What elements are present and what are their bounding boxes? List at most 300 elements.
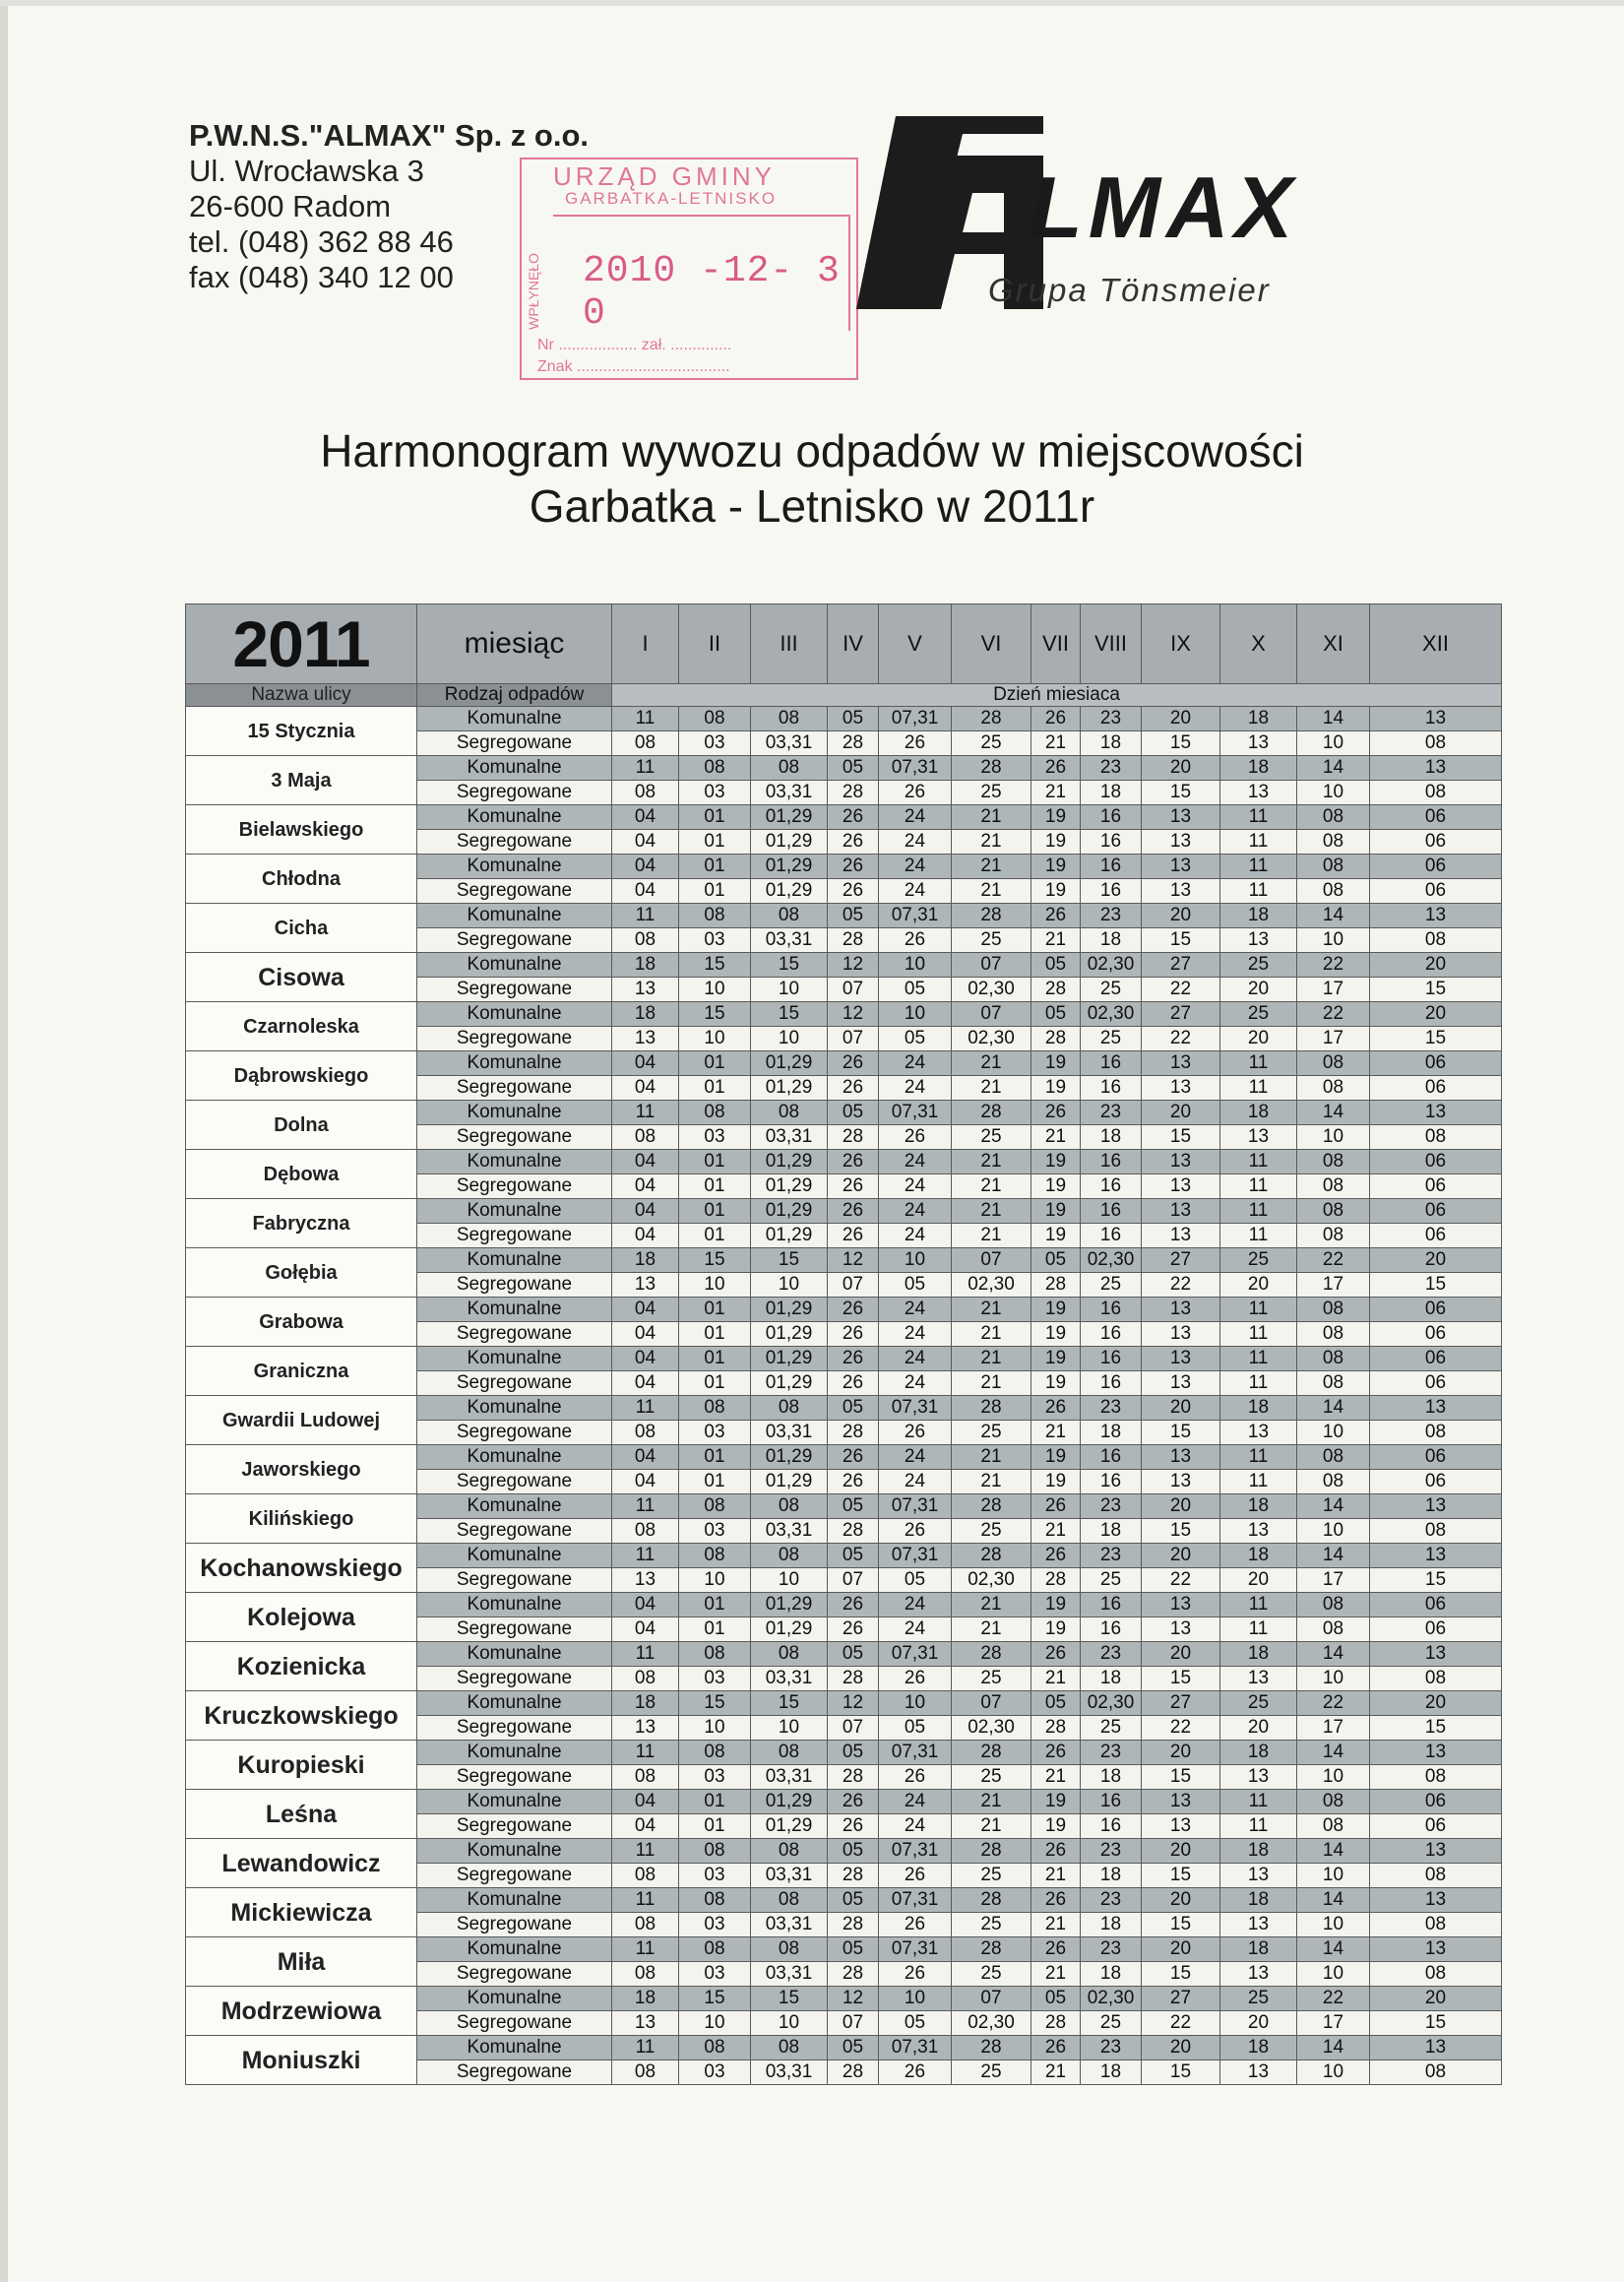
pickup-day-cell: 18 [1081,928,1142,953]
pickup-day-cell: 11 [1220,1371,1297,1396]
pickup-day-cell: 20 [1142,904,1220,928]
street-row-komunalne [186,1199,1502,1224]
pickup-day-cell: 18 [1081,1962,1142,1987]
pickup-day-cell: 06 [1370,1199,1502,1224]
pickup-day-cell: 03 [679,1962,751,1987]
pickup-day-cell: 11 [612,2036,679,2060]
pickup-day-cell: 01 [679,1790,751,1814]
pickup-day-cell: 21 [1031,1962,1081,1987]
pickup-day-cell: 16 [1081,1224,1142,1248]
pickup-day-cell: 28 [952,1839,1031,1864]
pickup-day-cell: 24 [879,855,952,879]
pickup-day-cell: 20 [1220,1027,1297,1051]
pickup-day-cell: 06 [1370,1347,1502,1371]
pickup-day-cell: 28 [952,1937,1031,1962]
pickup-day-cell: 13 [1220,1765,1297,1790]
pickup-day-cell: 20 [1142,756,1220,781]
pickup-day-cell: 19 [1031,1790,1081,1814]
pickup-day-cell: 07,31 [879,1839,952,1864]
pickup-day-cell: 20 [1370,1248,1502,1273]
pickup-day-cell: 08 [751,1494,828,1519]
pickup-day-cell: 25 [952,1519,1031,1544]
street-name: Kochanowskiego [186,1544,417,1593]
pickup-day-cell: 02,30 [1081,1002,1142,1027]
pickup-day-cell: 23 [1081,1741,1142,1765]
pickup-day-cell: 15 [1142,781,1220,805]
street-row-komunalne [186,904,1502,928]
pickup-day-cell: 18 [1081,2060,1142,2085]
street-name: Leśna [186,1790,417,1839]
street-name: Kolejowa [186,1593,417,1642]
pickup-day-cell: 16 [1081,1814,1142,1839]
waste-type-komunalne: Komunalne [417,1051,612,1076]
pickup-day-cell: 10 [1297,1864,1370,1888]
pickup-day-cell: 25 [952,781,1031,805]
pickup-day-cell: 05 [879,1273,952,1298]
pickup-day-cell: 21 [1031,928,1081,953]
waste-type-komunalne: Komunalne [417,953,612,978]
pickup-day-cell: 22 [1142,1273,1220,1298]
pickup-day-cell: 17 [1297,1568,1370,1593]
pickup-day-cell: 25 [1220,1987,1297,2011]
pickup-day-cell: 08 [679,904,751,928]
pickup-day-cell: 18 [1081,781,1142,805]
pickup-day-cell: 05 [879,1568,952,1593]
waste-type-segregowane: Segregowane [417,1519,612,1544]
pickup-day-cell: 13 [1142,1445,1220,1470]
waste-type-segregowane: Segregowane [417,1174,612,1199]
pickup-day-cell: 03,31 [751,1421,828,1445]
pickup-day-cell: 01,29 [751,1224,828,1248]
pickup-day-cell: 01 [679,1814,751,1839]
pickup-day-cell: 07,31 [879,1741,952,1765]
street-row-komunalne [186,1298,1502,1322]
pickup-day-cell: 05 [879,2011,952,2036]
pickup-day-cell: 28 [1031,978,1081,1002]
pickup-day-cell: 24 [879,1051,952,1076]
street-row-komunalne [186,1544,1502,1568]
waste-type-segregowane: Segregowane [417,2060,612,2085]
pickup-day-cell: 10 [1297,1962,1370,1987]
pickup-day-cell: 15 [1142,1913,1220,1937]
pickup-day-cell: 19 [1031,1322,1081,1347]
pickup-day-cell: 13 [1220,1667,1297,1691]
pickup-day-cell: 25 [1081,2011,1142,2036]
pickup-day-cell: 15 [1370,2011,1502,2036]
street-name: Cisowa [186,953,417,1002]
pickup-day-cell: 26 [879,1864,952,1888]
pickup-day-cell: 01 [679,1470,751,1494]
pickup-day-cell: 18 [1220,1888,1297,1913]
pickup-day-cell: 13 [1142,830,1220,855]
pickup-day-cell: 08 [612,1962,679,1987]
pickup-day-cell: 28 [952,1544,1031,1568]
pickup-day-cell: 02,30 [952,1568,1031,1593]
pickup-day-cell: 10 [879,1248,952,1273]
pickup-day-cell: 21 [952,1814,1031,1839]
pickup-day-cell: 04 [612,1224,679,1248]
waste-type-komunalne: Komunalne [417,1888,612,1913]
pickup-day-cell: 26 [828,879,879,904]
pickup-day-cell: 15 [1370,1716,1502,1741]
pickup-day-cell: 25 [1081,1716,1142,1741]
pickup-day-cell: 11 [612,1741,679,1765]
waste-type-segregowane: Segregowane [417,1568,612,1593]
pickup-day-cell: 18 [1220,707,1297,731]
stamp-municipality: GARBATKA-LETNISKO [565,189,778,208]
waste-type-komunalne: Komunalne [417,756,612,781]
pickup-day-cell: 01 [679,1371,751,1396]
pickup-day-cell: 03 [679,1864,751,1888]
pickup-day-cell: 13 [1370,1937,1502,1962]
pickup-day-cell: 13 [1142,1224,1220,1248]
pickup-day-cell: 23 [1081,1937,1142,1962]
pickup-day-cell: 21 [952,1224,1031,1248]
pickup-day-cell: 25 [1081,1273,1142,1298]
pickup-day-cell: 01 [679,1593,751,1617]
pickup-day-cell: 01 [679,855,751,879]
waste-type-segregowane: Segregowane [417,1371,612,1396]
pickup-day-cell: 07 [952,1987,1031,2011]
pickup-day-cell: 08 [1370,781,1502,805]
pickup-day-cell: 11 [1220,1076,1297,1101]
pickup-day-cell: 08 [612,1913,679,1937]
pickup-day-cell: 06 [1370,1051,1502,1076]
pickup-day-cell: 13 [1370,707,1502,731]
pickup-day-cell: 22 [1297,953,1370,978]
street-name: Kilińskiego [186,1494,417,1544]
pickup-day-cell: 07 [828,1027,879,1051]
waste-type-segregowane: Segregowane [417,2011,612,2036]
street-name: Miła [186,1937,417,1987]
pickup-day-cell: 04 [612,1790,679,1814]
pickup-day-cell: 28 [952,1642,1031,1667]
pickup-day-cell: 04 [612,1051,679,1076]
street-row-komunalne [186,1396,1502,1421]
pickup-day-cell: 13 [1370,2036,1502,2060]
pickup-day-cell: 13 [612,2011,679,2036]
pickup-day-cell: 26 [1031,756,1081,781]
pickup-day-cell: 19 [1031,1224,1081,1248]
pickup-day-cell: 19 [1031,1445,1081,1470]
pickup-day-cell: 22 [1142,2011,1220,2036]
pickup-day-cell: 20 [1370,1691,1502,1716]
pickup-day-cell: 08 [679,1396,751,1421]
pickup-day-cell: 21 [952,1051,1031,1076]
pickup-day-cell: 01,29 [751,805,828,830]
pickup-day-cell: 28 [828,1519,879,1544]
pickup-day-cell: 13 [1142,1051,1220,1076]
waste-type-komunalne: Komunalne [417,1002,612,1027]
pickup-day-cell: 25 [952,1421,1031,1445]
month-header: IV [828,604,879,684]
pickup-day-cell: 27 [1142,1248,1220,1273]
pickup-day-cell: 18 [1220,1494,1297,1519]
pickup-day-cell: 11 [1220,1617,1297,1642]
pickup-day-cell: 10 [1297,1765,1370,1790]
pickup-day-cell: 08 [612,1519,679,1544]
pickup-day-cell: 03 [679,1667,751,1691]
pickup-day-cell: 11 [1220,1445,1297,1470]
pickup-day-cell: 28 [952,707,1031,731]
pickup-day-cell: 01 [679,1322,751,1347]
street-row-komunalne [186,1888,1502,1913]
pickup-day-cell: 13 [612,1716,679,1741]
month-header-row [186,604,1502,684]
street-name: Grabowa [186,1298,417,1347]
month-header: XI [1297,604,1370,684]
pickup-day-cell: 25 [952,928,1031,953]
pickup-day-cell: 05 [1031,1248,1081,1273]
pickup-day-cell: 21 [1031,1667,1081,1691]
pickup-day-cell: 04 [612,805,679,830]
pickup-day-cell: 11 [1220,1347,1297,1371]
pickup-day-cell: 21 [952,1322,1031,1347]
waste-type-segregowane: Segregowane [417,1273,612,1298]
pickup-day-cell: 26 [828,805,879,830]
pickup-day-cell: 03 [679,928,751,953]
pickup-day-cell: 20 [1142,1494,1220,1519]
pickup-day-cell: 02,30 [952,1716,1031,1741]
pickup-day-cell: 13 [1370,1396,1502,1421]
pickup-day-cell: 26 [828,1322,879,1347]
pickup-day-cell: 07,31 [879,1888,952,1913]
street-name: 3 Maja [186,756,417,805]
pickup-day-cell: 25 [952,2060,1031,2085]
waste-type-komunalne: Komunalne [417,1396,612,1421]
company-fax: fax (048) 340 12 00 [189,260,454,294]
pickup-day-cell: 07 [828,978,879,1002]
pickup-day-cell: 08 [679,1494,751,1519]
pickup-day-cell: 20 [1370,1987,1502,2011]
schedule-body [186,707,1502,2085]
pickup-day-cell: 06 [1370,1617,1502,1642]
pickup-day-cell: 23 [1081,1101,1142,1125]
pickup-day-cell: 10 [879,1987,952,2011]
pickup-day-cell: 07,31 [879,1396,952,1421]
pickup-day-cell: 19 [1031,1076,1081,1101]
pickup-day-cell: 08 [1297,1445,1370,1470]
pickup-day-cell: 01,29 [751,879,828,904]
pickup-day-cell: 05 [828,1101,879,1125]
month-header: XII [1370,604,1502,684]
pickup-day-cell: 23 [1081,2036,1142,2060]
company-address: Ul. Wrocławska 3 [189,154,424,188]
pickup-day-cell: 13 [1220,1864,1297,1888]
pickup-day-cell: 21 [952,1371,1031,1396]
pickup-day-cell: 19 [1031,1814,1081,1839]
waste-type-segregowane: Segregowane [417,1765,612,1790]
pickup-day-cell: 10 [679,1027,751,1051]
pickup-day-cell: 15 [1142,1125,1220,1150]
pickup-day-cell: 19 [1031,1150,1081,1174]
pickup-day-cell: 01,29 [751,1051,828,1076]
company-name: P.W.N.S."ALMAX" Sp. z o.o. [189,118,590,153]
pickup-day-cell: 15 [1142,1519,1220,1544]
pickup-day-cell: 07,31 [879,1101,952,1125]
pickup-day-cell: 03,31 [751,1667,828,1691]
pickup-day-cell: 07 [952,1691,1031,1716]
pickup-day-cell: 10 [751,2011,828,2036]
pickup-day-cell: 25 [952,1667,1031,1691]
pickup-day-cell: 28 [952,1888,1031,1913]
pickup-day-cell: 26 [828,830,879,855]
pickup-day-cell: 21 [952,1150,1031,1174]
pickup-day-cell: 04 [612,1470,679,1494]
pickup-day-cell: 21 [952,1617,1031,1642]
street-name: Czarnoleska [186,1002,417,1051]
street-row-komunalne [186,1347,1502,1371]
waste-type-segregowane: Segregowane [417,781,612,805]
pickup-day-cell: 11 [1220,1199,1297,1224]
pickup-day-cell: 11 [612,1839,679,1864]
pickup-day-cell: 25 [952,731,1031,756]
pickup-day-cell: 13 [1142,1371,1220,1396]
pickup-day-cell: 10 [751,1027,828,1051]
pickup-day-cell: 28 [828,1125,879,1150]
pickup-day-cell: 28 [952,1101,1031,1125]
pickup-day-cell: 16 [1081,1371,1142,1396]
pickup-day-cell: 15 [1142,1962,1220,1987]
pickup-day-cell: 07,31 [879,904,952,928]
pickup-day-cell: 02,30 [952,1273,1031,1298]
pickup-day-cell: 26 [828,1051,879,1076]
pickup-day-cell: 11 [1220,830,1297,855]
pickup-day-cell: 06 [1370,1470,1502,1494]
pickup-day-cell: 08 [1370,2060,1502,2085]
pickup-day-cell: 08 [679,1937,751,1962]
pickup-day-cell: 22 [1142,1716,1220,1741]
street-row-komunalne [186,1445,1502,1470]
pickup-day-cell: 01,29 [751,1347,828,1371]
pickup-day-cell: 01,29 [751,1814,828,1839]
pickup-day-cell: 11 [1220,1593,1297,1617]
pickup-day-cell: 11 [612,1544,679,1568]
pickup-day-cell: 01,29 [751,1593,828,1617]
pickup-day-cell: 23 [1081,1494,1142,1519]
pickup-day-cell: 08 [751,1101,828,1125]
pickup-day-cell: 18 [612,953,679,978]
pickup-day-cell: 12 [828,1987,879,2011]
pickup-day-cell: 18 [1220,1839,1297,1864]
pickup-day-cell: 06 [1370,1322,1502,1347]
pickup-day-cell: 23 [1081,707,1142,731]
pickup-day-cell: 08 [679,707,751,731]
pickup-day-cell: 05 [828,904,879,928]
pickup-day-cell: 23 [1081,1839,1142,1864]
pickup-day-cell: 26 [879,1519,952,1544]
pickup-day-cell: 13 [1370,1741,1502,1765]
waste-type-komunalne: Komunalne [417,1790,612,1814]
pickup-day-cell: 08 [751,756,828,781]
pickup-day-cell: 13 [1370,904,1502,928]
street-row-komunalne [186,855,1502,879]
pickup-day-cell: 08 [1297,1371,1370,1396]
pickup-day-cell: 13 [1142,1174,1220,1199]
pickup-day-cell: 15 [679,1987,751,2011]
pickup-day-cell: 03 [679,1765,751,1790]
pickup-day-cell: 02,30 [952,2011,1031,2036]
pickup-day-cell: 06 [1370,1076,1502,1101]
pickup-day-cell: 05 [828,756,879,781]
street-row-komunalne [186,1494,1502,1519]
pickup-day-cell: 08 [612,731,679,756]
pickup-day-cell: 24 [879,1298,952,1322]
pickup-day-cell: 04 [612,1076,679,1101]
month-label: miesiąc [417,604,612,684]
pickup-day-cell: 21 [1031,2060,1081,2085]
pickup-day-cell: 08 [1297,1076,1370,1101]
pickup-day-cell: 12 [828,1691,879,1716]
pickup-day-cell: 01,29 [751,1150,828,1174]
pickup-day-cell: 02,30 [952,1027,1031,1051]
month-header: IX [1142,604,1220,684]
pickup-day-cell: 10 [679,1273,751,1298]
pickup-day-cell: 05 [828,2036,879,2060]
scan-edge [0,0,8,2282]
waste-type-segregowane: Segregowane [417,1470,612,1494]
pickup-day-cell: 04 [612,855,679,879]
pickup-day-cell: 08 [1370,1421,1502,1445]
street-row-komunalne [186,756,1502,781]
pickup-day-cell: 08 [1370,1864,1502,1888]
pickup-day-cell: 21 [952,1347,1031,1371]
pickup-day-cell: 26 [828,1371,879,1396]
pickup-day-cell: 28 [952,1396,1031,1421]
pickup-day-cell: 24 [879,879,952,904]
street-row-komunalne [186,1937,1502,1962]
pickup-day-cell: 03,31 [751,2060,828,2085]
pickup-day-cell: 10 [1297,1519,1370,1544]
waste-type-segregowane: Segregowane [417,1814,612,1839]
pickup-day-cell: 21 [952,1470,1031,1494]
waste-type-komunalne: Komunalne [417,805,612,830]
pickup-day-cell: 08 [612,1667,679,1691]
waste-type-segregowane: Segregowane [417,1322,612,1347]
pickup-day-cell: 16 [1081,1322,1142,1347]
pickup-day-cell: 26 [828,1199,879,1224]
pickup-day-cell: 20 [1370,953,1502,978]
pickup-day-cell: 08 [1297,1150,1370,1174]
pickup-day-cell: 20 [1220,2011,1297,2036]
pickup-day-cell: 08 [612,928,679,953]
pickup-day-cell: 08 [1297,1322,1370,1347]
pickup-day-cell: 13 [1220,781,1297,805]
pickup-day-cell: 07,31 [879,1937,952,1962]
pickup-day-cell: 11 [1220,1470,1297,1494]
pickup-day-cell: 13 [1220,1913,1297,1937]
pickup-day-cell: 26 [1031,1937,1081,1962]
pickup-day-cell: 08 [1297,1224,1370,1248]
pickup-day-cell: 26 [879,1765,952,1790]
received-stamp [520,158,858,380]
street-row-komunalne [186,1051,1502,1076]
pickup-day-cell: 08 [751,1888,828,1913]
pickup-day-cell: 23 [1081,756,1142,781]
pickup-day-cell: 26 [828,1593,879,1617]
pickup-day-cell: 20 [1220,1568,1297,1593]
pickup-day-cell: 01,29 [751,1617,828,1642]
pickup-day-cell: 10 [751,1568,828,1593]
pickup-day-cell: 22 [1297,1002,1370,1027]
pickup-day-cell: 01,29 [751,1199,828,1224]
pickup-day-cell: 16 [1081,1298,1142,1322]
waste-type-komunalne: Komunalne [417,1347,612,1371]
pickup-day-cell: 18 [1220,756,1297,781]
pickup-day-cell: 26 [828,1150,879,1174]
pickup-day-cell: 19 [1031,1174,1081,1199]
month-header: II [679,604,751,684]
